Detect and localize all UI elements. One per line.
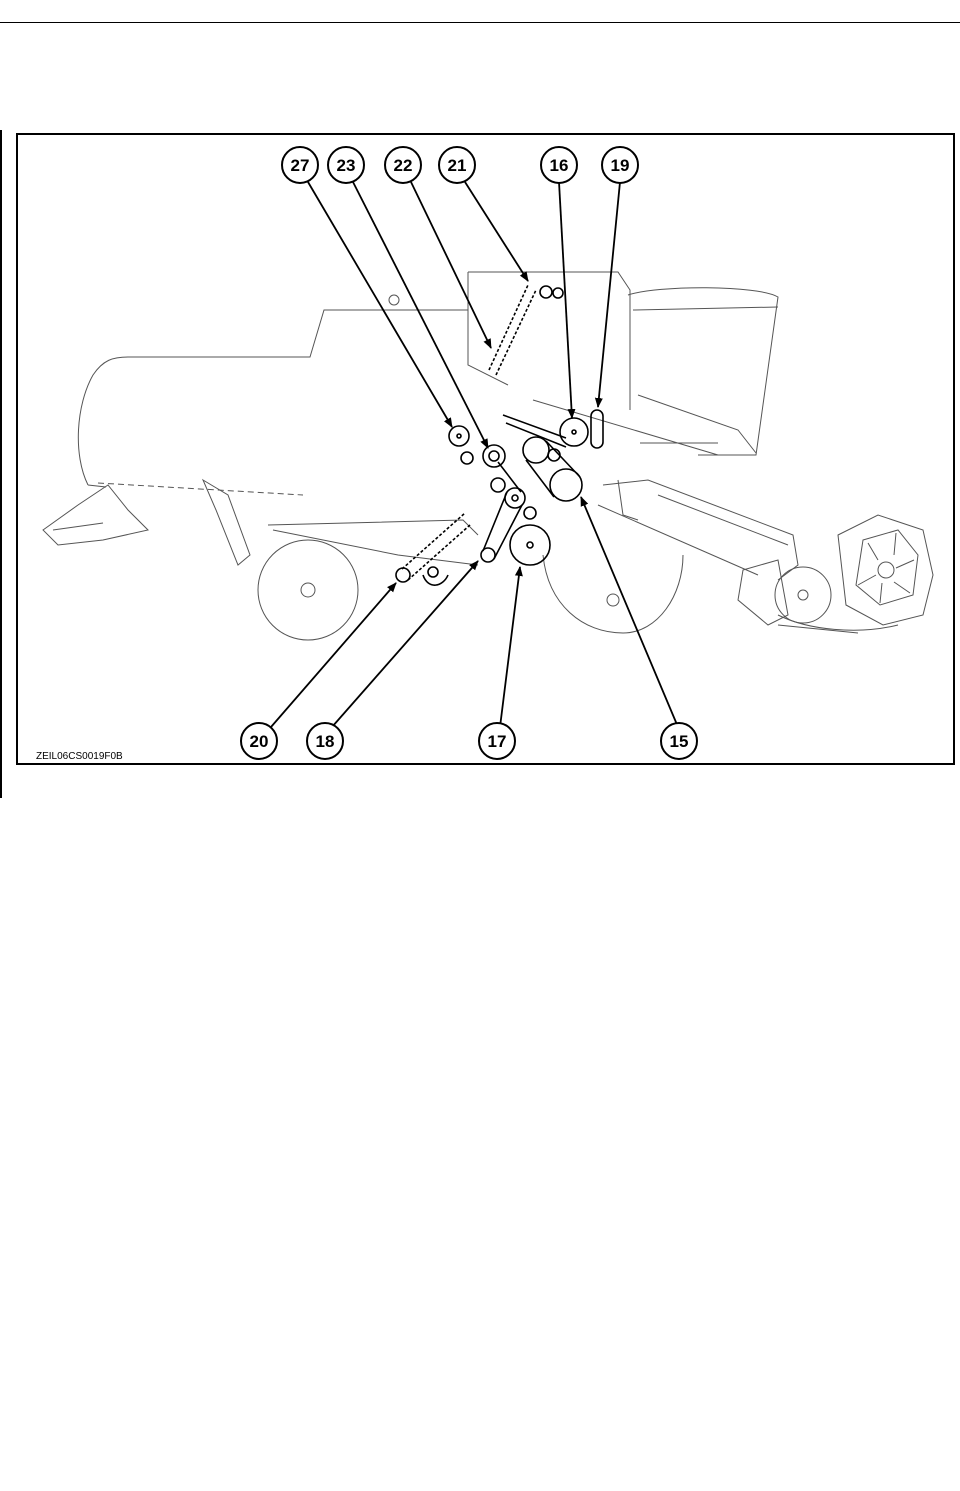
- svg-text:19: 19: [610, 156, 630, 175]
- callout-16: [541, 147, 577, 183]
- svg-text:22: 22: [393, 156, 413, 175]
- callout-15: [661, 723, 697, 759]
- figure-code: ZEIL06CS0019F0B: [36, 751, 123, 762]
- svg-text:17: 17: [487, 732, 507, 751]
- combine-drive-drawing: [18, 135, 957, 767]
- callout-18: [307, 723, 343, 759]
- svg-text:18: 18: [315, 732, 335, 751]
- svg-text:20: 20: [249, 732, 269, 751]
- callout-23: [328, 147, 364, 183]
- drive-diagram-figure: [16, 133, 955, 765]
- callout-20: [241, 723, 277, 759]
- combine-outline: [43, 272, 933, 640]
- drive-belts-chains: [396, 285, 603, 585]
- top-rule: [0, 22, 960, 23]
- svg-text:16: 16: [549, 156, 569, 175]
- left-margin-bar: [0, 130, 2, 798]
- callout-17: [479, 723, 515, 759]
- svg-text:27: 27: [290, 156, 310, 175]
- svg-text:21: 21: [447, 156, 467, 175]
- svg-text:15: 15: [669, 732, 689, 751]
- svg-text:23: 23: [336, 156, 356, 175]
- callout-21: [439, 147, 475, 183]
- callout-19: [602, 147, 638, 183]
- callout-27: [282, 147, 318, 183]
- callout-leaders: [271, 182, 678, 727]
- callout-22: [385, 147, 421, 183]
